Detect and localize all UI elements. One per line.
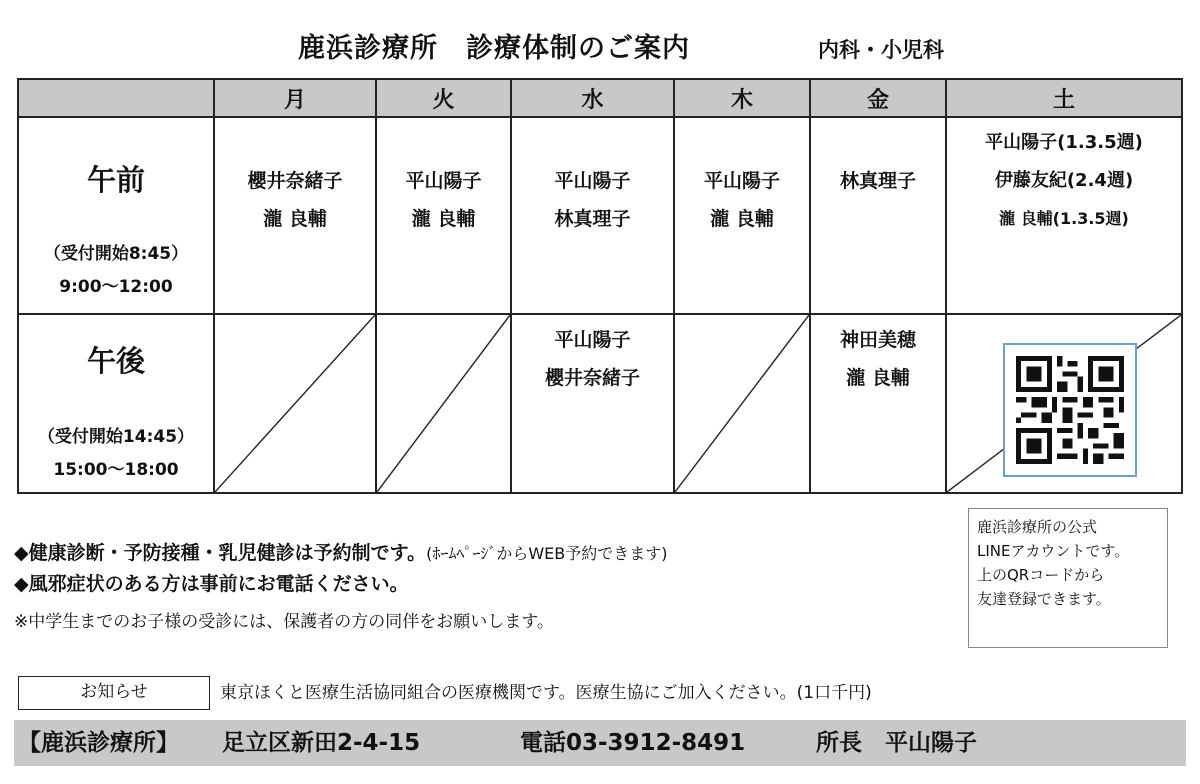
day-header-fri: 金 — [810, 79, 946, 117]
doctor-name: 瀧 良輔(1.3.5週) — [999, 209, 1129, 228]
schedule-table — [17, 78, 1183, 494]
pm-label: 午後 — [86, 344, 145, 378]
line-qr-code[interactable] — [1003, 343, 1137, 477]
pm-tue-closed — [376, 314, 511, 493]
clinic-name: 【鹿浜診療所】 — [18, 730, 179, 756]
notes-section — [14, 538, 668, 637]
notice-text: 東京ほくと医療生活協同組合の医療機関です。医療生協にご加入ください。(1口千円) — [220, 683, 872, 703]
pm-sat-closed — [946, 314, 1182, 493]
day-header-wed: 水 — [511, 79, 674, 117]
line-note-text: 上のQRコードから — [977, 566, 1105, 584]
line-note-text: 友達登録できます。 — [977, 590, 1111, 608]
qr-code-icon — [1016, 356, 1124, 464]
department-label: 内科・小児科 — [818, 38, 944, 62]
line-account-note — [968, 508, 1168, 648]
pm-row — [18, 314, 1182, 493]
doctor-name: 平山陽子 — [554, 329, 631, 351]
doctor-name: 瀧 良輔 — [263, 208, 327, 230]
footer-bar — [14, 720, 1186, 766]
line-note-text: LINEアカウントです。 — [977, 542, 1130, 560]
pm-thu-closed — [674, 314, 810, 493]
clinic-director: 所長 平山陽子 — [816, 730, 977, 756]
doctor-name: 平山陽子(1.3.5週) — [985, 132, 1143, 153]
doctor-name: 平山陽子 — [405, 170, 482, 192]
am-mon-cell — [214, 117, 376, 314]
day-header-tue: 火 — [376, 79, 511, 117]
doctor-name: 伊藤友紀(2.4週) — [994, 170, 1134, 191]
doctor-name: 櫻井奈緒子 — [247, 170, 343, 192]
line-note-text: 鹿浜診療所の公式 — [977, 518, 1098, 536]
title-row — [0, 22, 1200, 66]
doctor-name: 林真理子 — [554, 208, 631, 230]
day-header-thu: 木 — [674, 79, 810, 117]
am-wed-cell — [511, 117, 674, 314]
am-thu-cell — [674, 117, 810, 314]
pm-fri-cell — [810, 314, 946, 493]
am-hours: 9:00～12:00 — [59, 277, 173, 297]
doctor-name: 瀧 良輔 — [710, 208, 774, 230]
reservation-note-main: ◆健康診断・予防接種・乳児健診は予約制です。 — [14, 542, 427, 564]
am-sat-cell — [946, 117, 1182, 314]
day-header-mon: 月 — [214, 79, 376, 117]
am-row — [18, 117, 1182, 314]
am-reception: （受付開始8:45） — [43, 244, 189, 264]
closed-slash-icon — [377, 315, 510, 492]
doctor-name: 瀧 良輔 — [846, 367, 910, 389]
pm-reception: （受付開始14:45） — [37, 427, 195, 447]
guardian-note: ※中学生までのお子様の受診には、保護者の方の同伴をお願いします。 — [14, 612, 554, 632]
am-fri-cell — [810, 117, 946, 314]
cold-symptom-note: ◆風邪症状のある方は事前にお電話ください。 — [14, 573, 409, 595]
schedule-header-row — [18, 79, 1182, 117]
doctor-name: 神田美穂 — [839, 329, 916, 351]
reservation-note-sub: (ﾎｰﾑﾍﾟｰｼﾞからWEB予約できます) — [426, 544, 668, 563]
notice-label: お知らせ — [18, 676, 210, 710]
closed-slash-icon — [215, 315, 375, 492]
doctor-name: 櫻井奈緒子 — [544, 367, 640, 389]
pm-wed-cell — [511, 314, 674, 493]
day-header-sat: 土 — [946, 79, 1182, 117]
am-tue-cell — [376, 117, 511, 314]
page-title: 鹿浜診療所 診療体制のご案内 — [298, 33, 690, 64]
doctor-name: 平山陽子 — [703, 170, 780, 192]
reservation-note — [14, 538, 668, 569]
pm-period-cell — [18, 314, 214, 493]
doctor-name: 平山陽子 — [554, 170, 631, 192]
coop-notice — [18, 676, 1178, 710]
header-blank — [18, 79, 214, 117]
pm-hours: 15:00～18:00 — [53, 460, 179, 480]
am-period-cell — [18, 117, 214, 314]
doctor-name: 瀧 良輔 — [411, 208, 476, 230]
doctor-name: 林真理子 — [839, 170, 916, 192]
pm-mon-closed — [214, 314, 376, 493]
am-label: 午前 — [86, 163, 145, 197]
closed-slash-icon — [675, 315, 809, 492]
clinic-phone: 電話03-3912-8491 — [520, 730, 746, 756]
clinic-address: 足立区新田2-4-15 — [222, 730, 421, 756]
